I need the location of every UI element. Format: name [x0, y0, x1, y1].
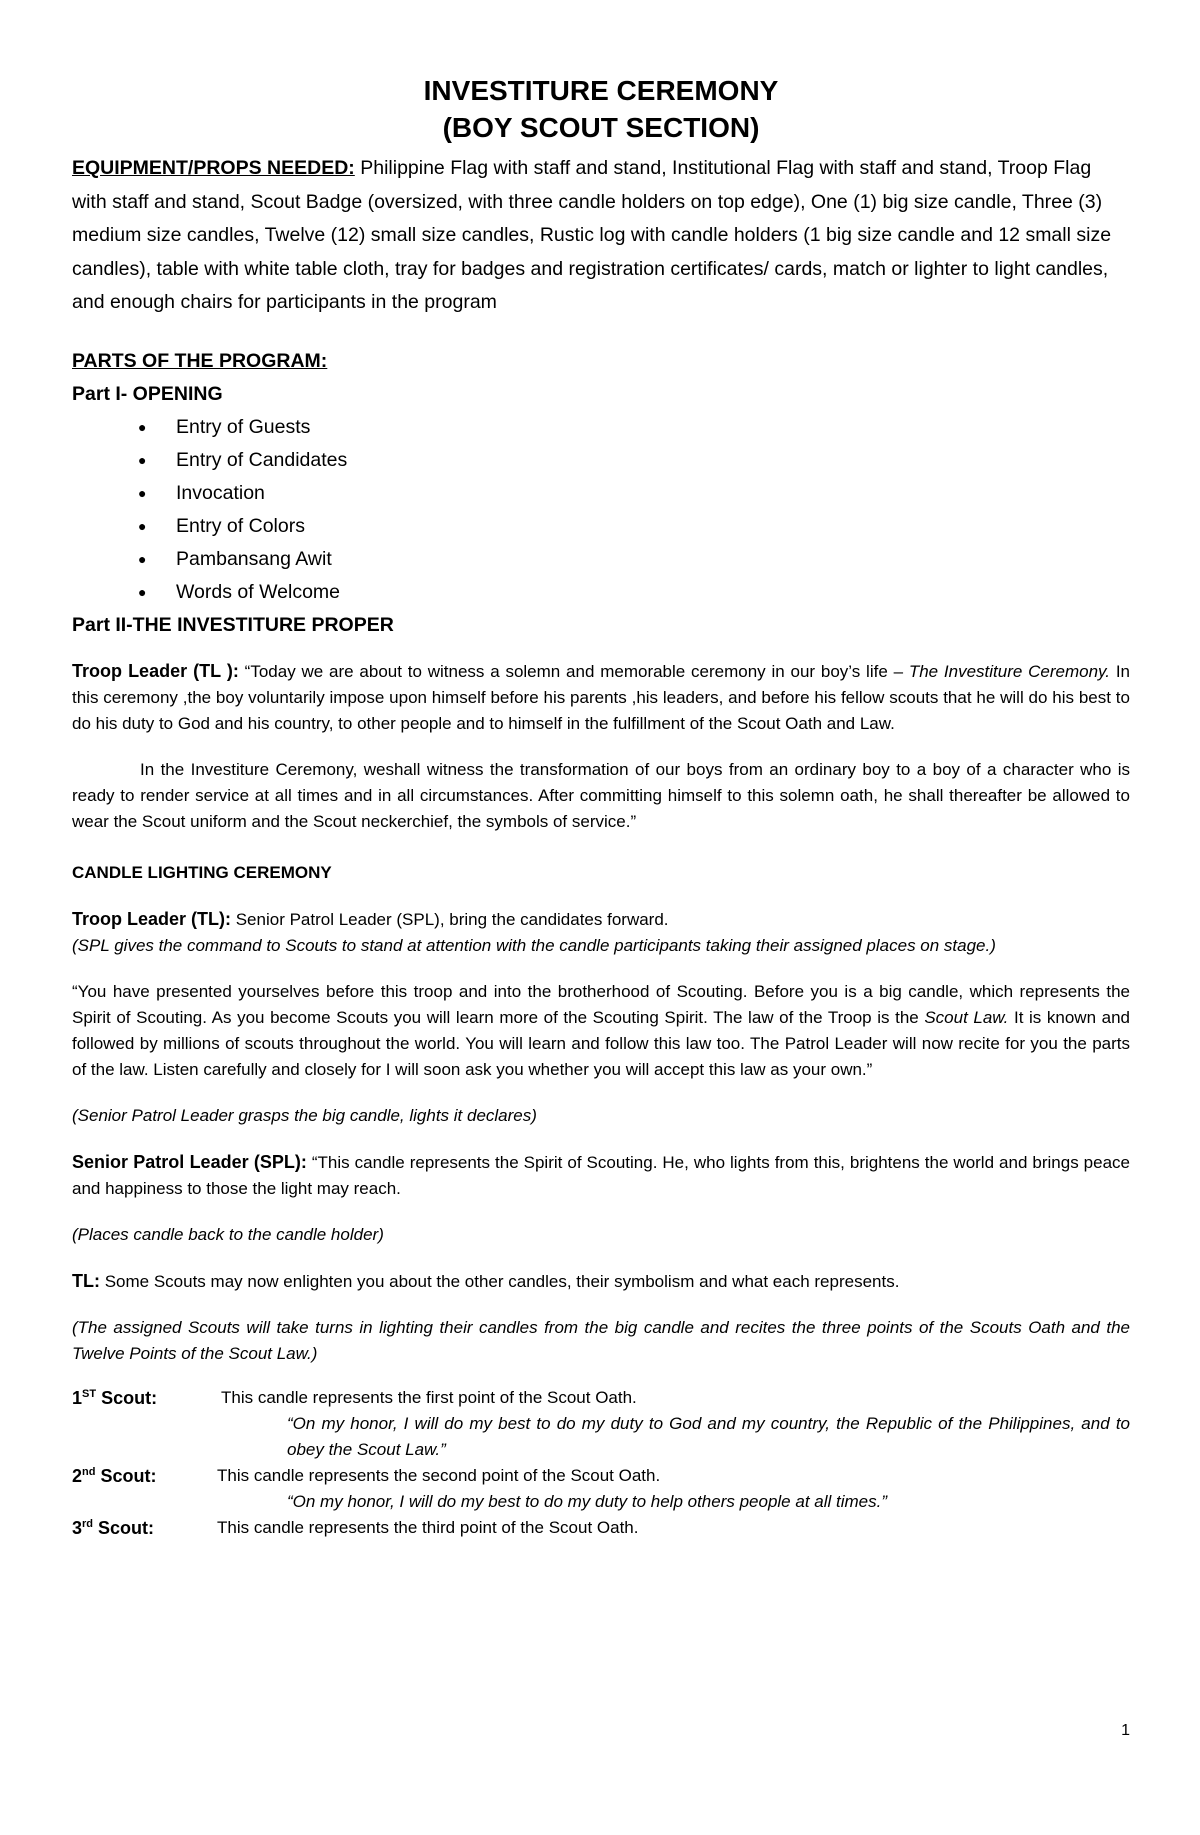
paragraph-text: “This candle represents the Spirit of Scouting. He, who lights from this, brightens the world and brings peace and happiness to those the light may reach.: [72, 1152, 1131, 1198]
list-item: ● Entry of Candidates: [72, 444, 1130, 477]
page-number: 1: [1121, 1722, 1130, 1739]
stage-direction: (The assigned Scouts will take turns in lighting their candles from the big candle and recites the three points of the Scouts Oath and the Twelve Points of the Scout Law.): [72, 1317, 1130, 1363]
title-line-1: INVESTITURE CEREMONY: [423, 75, 779, 106]
parts-heading: PARTS OF THE PROGRAM:: [72, 349, 328, 372]
paragraph-text: In this ceremony ,the boy voluntarily impose upon himself before his parents ,his leaders, and before his fellow scouts that he will do his best to do his duty to God and his country, to other people and to himself in the fulfillment of the Scout Oath and Law.: [72, 661, 1131, 733]
list-item: ● Words of Welcome: [72, 576, 1130, 609]
scout-text: This candle represents the first point of the Scout Oath.: [221, 1387, 637, 1407]
scout-word: Scout:: [93, 1517, 155, 1538]
troop-leader-intro: [72, 658, 1130, 737]
list-item: ● Entry of Guests: [72, 411, 1130, 444]
scout-label: [72, 1385, 217, 1411]
candle-lighting-heading: CANDLE LIGHTING CEREMONY: [72, 862, 332, 882]
ordinal-number: 1: [72, 1387, 83, 1408]
tl-statement: [72, 1268, 1130, 1295]
opening-list: [72, 411, 1130, 609]
equipment-label: EQUIPMENT/PROPS NEEDED:: [72, 157, 355, 179]
ordinal-suffix: nd: [82, 1465, 96, 1478]
list-item: ● Invocation: [72, 477, 1130, 510]
emphasis-text: The Investiture Ceremony.: [908, 661, 1111, 681]
ordinal-number: 2: [72, 1465, 83, 1486]
stage-direction: (SPL gives the command to Scouts to stand at attention with the candle participants taking their assigned places on stage.): [72, 935, 996, 955]
scout-word: Scout:: [96, 1387, 158, 1408]
speaker-label: Troop Leader (TL ):: [72, 660, 239, 681]
paragraph-text: It is known and followed by millions of scouts throughout the world. You will learn and follow this law too. The Patrol Leader will now recite for you the parts of the law. Listen carefully and closely for I will soon ask you whether you will accept this law as your own.”: [72, 1007, 1130, 1079]
paragraph-text: “You have presented yourselves before this troop and into the brotherhood of Scouting. Before you is a big candle, which represents the Spirit of Scouting. As you become Scouts you will learn more of the Scouting Spirit. The law of the Troop is the: [72, 981, 1130, 1027]
ordinal-suffix: ST: [82, 1387, 97, 1400]
scout-line: [72, 1463, 1130, 1489]
emphasis-text: Scout Law.: [924, 1007, 1009, 1027]
oath-quote: “On my honor, I will do my best to do my duty to help others people at all times.”: [287, 1491, 887, 1511]
paragraph-text: Senior Patrol Leader (SPL), bring the candidates forward.: [231, 909, 669, 929]
scout-text: This candle represents the third point of the Scout Oath.: [217, 1517, 639, 1537]
list-item: ● Pambansang Awit: [72, 543, 1130, 576]
document-title: [72, 72, 1130, 146]
part1-heading: Part I- OPENING: [72, 382, 223, 405]
speaker-label: Senior Patrol Leader (SPL):: [72, 1151, 307, 1172]
part2-heading: Part II-THE INVESTITURE PROPER: [72, 613, 394, 636]
scout-text: This candle represents the second point of the Scout Oath.: [217, 1465, 661, 1485]
scout-lines: [72, 1385, 1130, 1541]
list-item: ● Entry of Colors: [72, 510, 1130, 543]
investiture-paragraph: In the Investiture Ceremony, weshall witness the transformation of our boys from an ordinary boy to a boy of a character who is ready to render service at all times and in all circumstances. After committing himself to this solemn oath, he shall thereafter be allowed to wear the Scout uniform and the Scout neckerchief, the symbols of service.”: [72, 759, 1130, 831]
scout-label: [72, 1515, 217, 1541]
oath-quote: “On my honor, I will do my best to do my duty to God and my country, the Republic of the Philippines, and to obey the Scout Law.”: [287, 1413, 1130, 1459]
title-line-2: (BOY SCOUT SECTION): [442, 112, 760, 143]
troop-leader-command: [72, 906, 1130, 959]
spl-statement: [72, 1149, 1130, 1202]
speaker-label: TL:: [72, 1270, 100, 1291]
equipment-text: Philippine Flag with staff and stand, Institutional Flag with staff and stand, Troop Flag with staff and stand, Scout Badge (oversized, with three candle holders on top edge), One (1) big size candle, Three (3) medium size candles, Twelve (12) small size candles, Rustic log with candle holders (1 big size candle and 12 small size candles), table with white table cloth, tray for badges and registration certificates/ cards, match or lighter to light candles, and enough chairs for participants in the program: [72, 157, 1112, 313]
speaker-label: Troop Leader (TL):: [72, 908, 231, 929]
paragraph-text: Some Scouts may now enlighten you about the other candles, their symbolism and what each represents.: [99, 1271, 900, 1291]
scout-line: [72, 1385, 1130, 1411]
ordinal-number: 3: [72, 1517, 83, 1538]
equipment-paragraph: [72, 152, 1130, 320]
stage-direction: (Senior Patrol Leader grasps the big candle, lights it declares): [72, 1105, 537, 1125]
document-page: [72, 72, 1130, 1541]
scout-label: [72, 1463, 217, 1489]
ordinal-suffix: rd: [82, 1517, 94, 1530]
brotherhood-paragraph: [72, 979, 1130, 1083]
scout-word: Scout:: [95, 1465, 157, 1486]
paragraph-text: “Today we are about to witness a solemn and memorable ceremony in our boy’s life –: [238, 661, 909, 681]
stage-direction: (Places candle back to the candle holder): [72, 1224, 384, 1244]
scout-line: [72, 1515, 1130, 1541]
